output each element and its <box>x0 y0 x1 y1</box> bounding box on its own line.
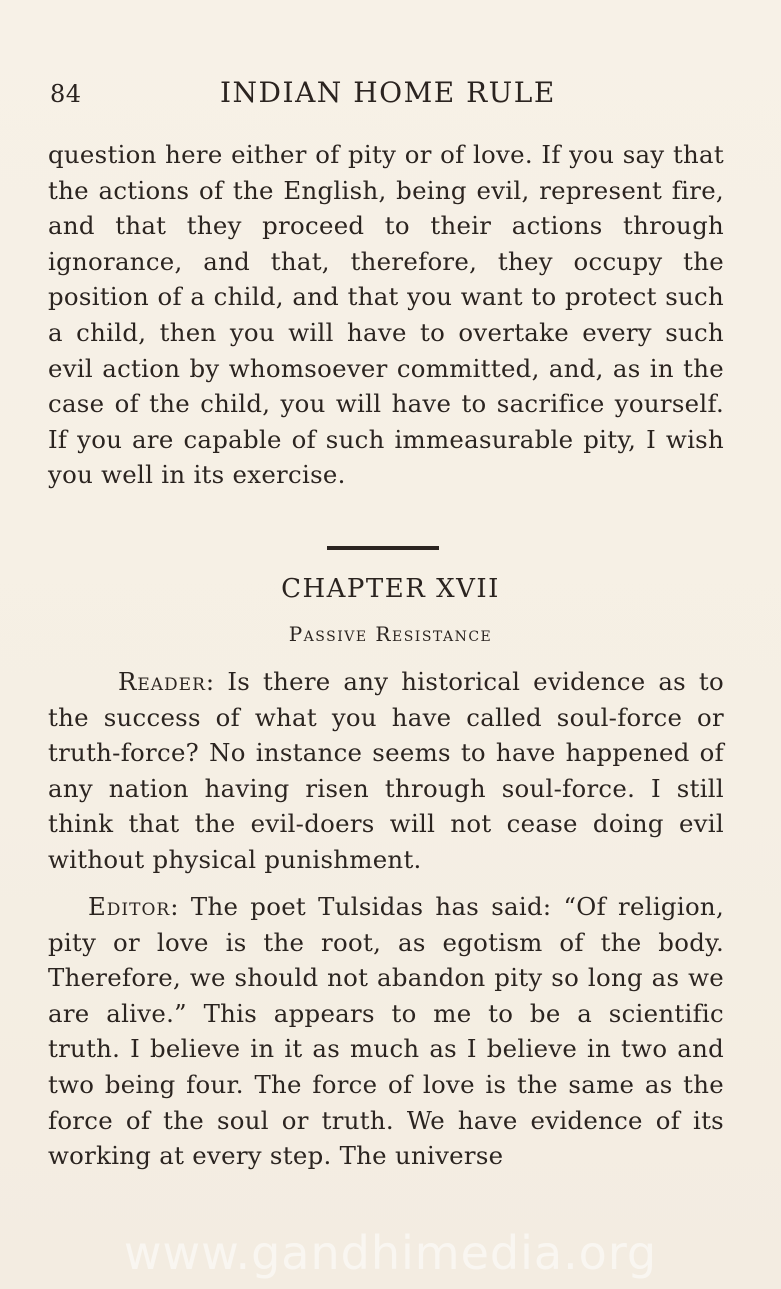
running-head: INDIAN HOME RULE <box>220 76 556 109</box>
reader-text: : Is there any historical evidence as to the success of what you have called soul-force or truth-force? No instance seems to have happened of any nation having risen through soul-force. I still think that the evil-doers will not cease doing evil without physical punishment. <box>48 667 724 874</box>
page-header <box>50 74 730 114</box>
chapter-title: CHAPTER XVII <box>281 574 500 604</box>
editor-paragraph <box>48 889 724 1174</box>
chapter-subtitle: Passive Resistance <box>288 622 493 646</box>
page-number: 84 <box>50 80 82 108</box>
paragraph-continuation: question here either of pity or of love. If you say that the actions of the English, being evil, represent fire, and that they proceed to their actions through ignorance, and that, therefore, they occupy the position of a child, and that you want to protect such a child, then you will have to overtake every such evil action by whomsoever committed, and, as in the case of the child, you will have to sacrifice yourself. If you are capable of such immeasurable pity, I wish you well in its exercise. <box>48 140 724 490</box>
section-divider <box>327 546 439 550</box>
reader-paragraph <box>48 664 724 878</box>
reader-speaker-label: Reader <box>118 667 206 696</box>
watermark: www.gandhimedia.org <box>123 1226 658 1280</box>
editor-text: : The poet Tulsidas has said: “Of religion, pity or love is the root, as egotism of the body. Therefore, we should not abandon pity so long as we are alive.” This appears to me to be a scientific truth. I believe in it as much as I believe in two and two being four. The force of love is the same as the force of the soul or truth. We have evidence of its working at every step. The universe <box>48 892 724 1171</box>
editor-speaker-label: Editor <box>88 892 171 921</box>
